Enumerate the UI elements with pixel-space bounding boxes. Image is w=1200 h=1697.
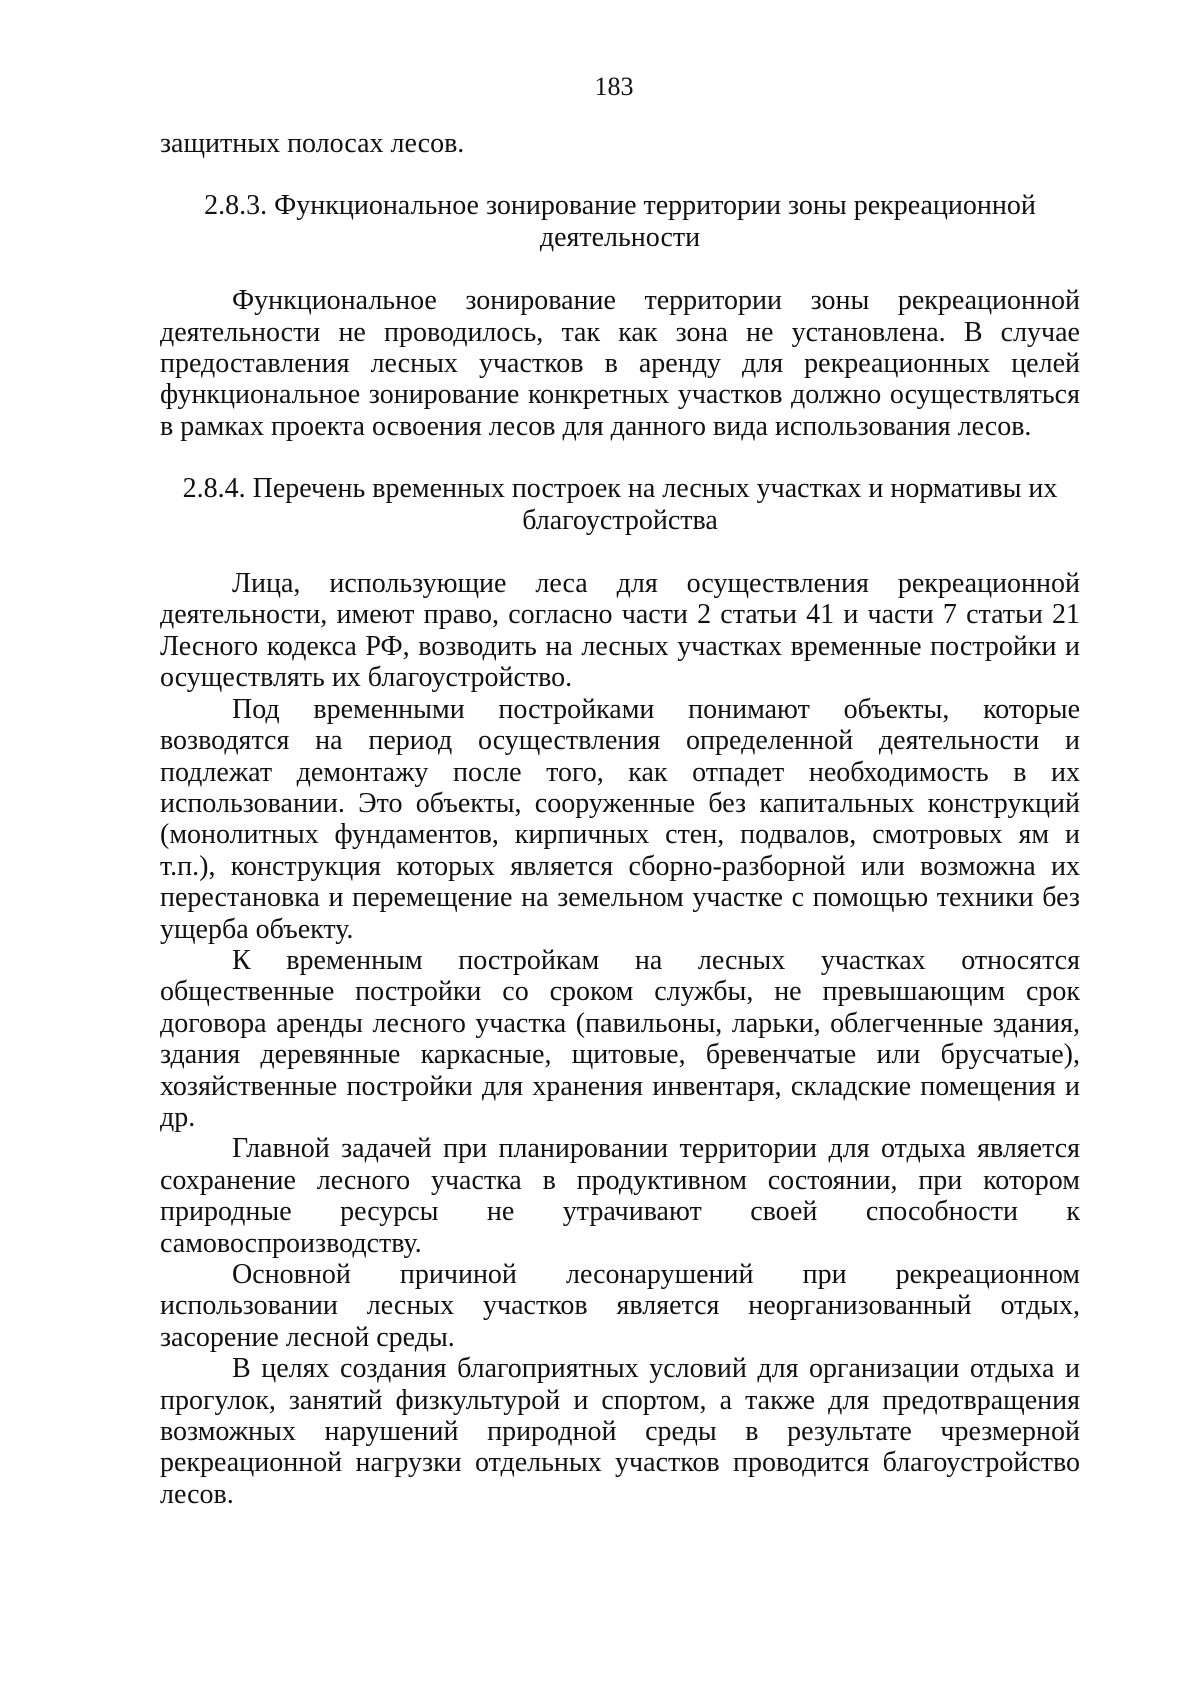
paragraph-improvement: В целях создания благоприятных условий для организации отдыха и прогулок, занятий физкультурой и спортом, а также для предотвращения возможных нарушений природной среды в результате чрезмерной рекреационной нагрузки отдельных участков проводится благоустройство лесов. [160, 1353, 1080, 1510]
paragraph-rights: Лица, использующие леса для осуществления рекреационной деятельности, имеют право, согласно части 2 статьи 41 и части 7 статьи 21 Лесного кодекса РФ, возводить на лесных участках временные постройки и осуществлять их благоустройство. [160, 568, 1080, 694]
paragraph-zoning: Функциональное зонирование территории зоны рекреационной деятельности не проводилось, так как зона не установлена. В случае предоставления лесных участков в аренду для рекреационных целей функциональное зонирование конкретных участков должно осуществляться в рамках проекта освоения лесов для данного вида использования лесов. [160, 285, 1080, 442]
document-body [160, 128, 1080, 1510]
paragraph-main-task: Главной задачей при планировании территории для отдыха является сохранение лесного участка в продуктивном состоянии, при котором природные ресурсы не утрачивают своей способности к самовоспроизводству. [160, 1133, 1080, 1259]
continued-paragraph: защитных полосах лесов. [160, 128, 465, 159]
section-heading-2-8-4: 2.8.4. Перечень временных построек на лесных участках и нормативы их благоустройства [182, 473, 1058, 536]
paragraph-temporary-buildings-types: К временным постройкам на лесных участках относятся общественные постройки со сроком службы, не превышающим срок договора аренды лесного участка (павильоны, ларьки, облегченные здания, здания деревянные каркасные, щитовые, бревенчатые или брусчатые), хозяйственные постройки для хранения инвентаря, складские помещения и др. [160, 944, 1080, 1133]
paragraph-violations: Основной причиной лесонарушений при рекреационном использовании лесных участков является неорганизованный отдых, засорение лесной среды. [160, 1259, 1080, 1353]
section-heading-2-8-3: 2.8.3. Функциональное зонирование территории зоны рекреационной деятельности [204, 190, 1036, 253]
page-number: 183 [594, 72, 634, 101]
paragraph-temporary-buildings-definition: Под временными постройками понимают объекты, которые возводятся на период осуществления определенной деятельности и подлежат демонтажу после того, как отпадет необходимость в их использовании. Это объекты, сооруженные без капитальных конструкций (монолитных фундаментов, кирпичных стен, подвалов, смотровых ям и т.п.), конструкция которых является сборно-разборной или возможна их перестановка и перемещение на земельном участке с помощью техники без ущерба объекту. [160, 693, 1080, 945]
